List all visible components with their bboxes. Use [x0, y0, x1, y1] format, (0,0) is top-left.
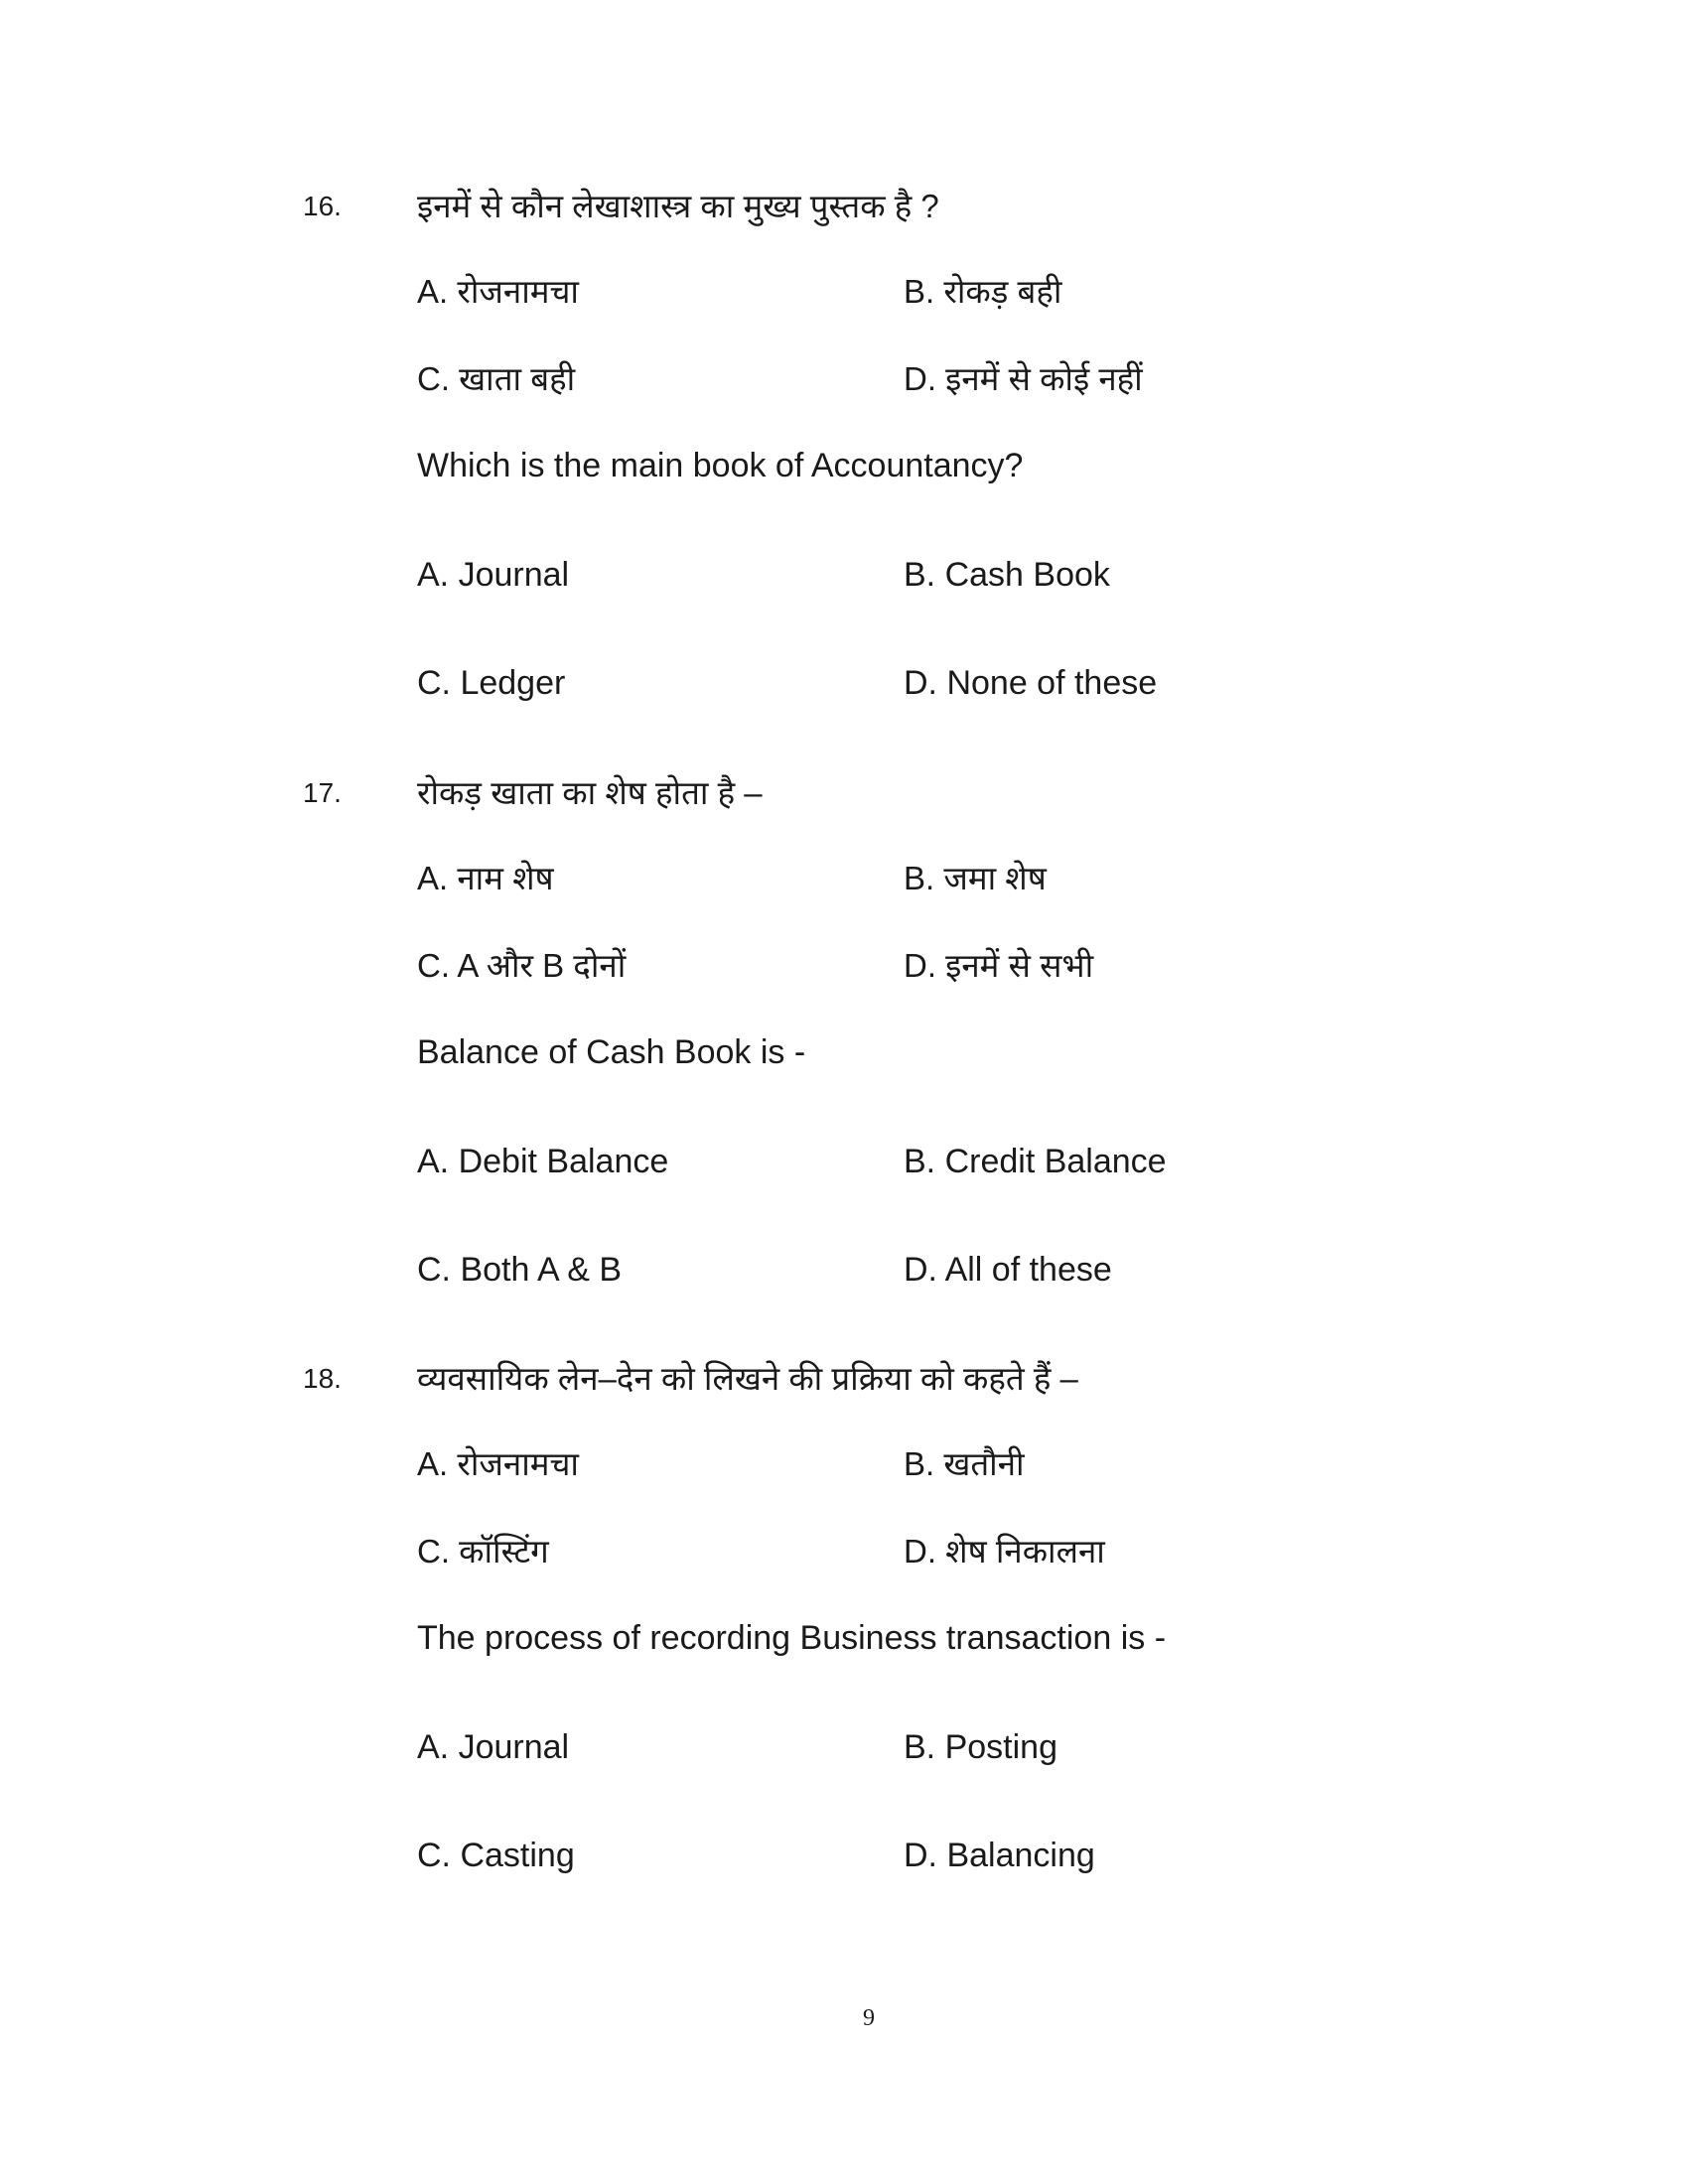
english-option: B. Credit Balance: [904, 1143, 1167, 1180]
hindi-option: D. इनमें से कोई नहीं: [904, 360, 1143, 397]
english-question: The process of recording Business transaction is -: [417, 1619, 1167, 1657]
hindi-option: B. खतौनी: [904, 1445, 1025, 1482]
hindi-option: C. कॉस्टिंग: [417, 1533, 549, 1570]
english-option: D. All of these: [904, 1251, 1112, 1289]
english-option: C. Both A & B: [417, 1251, 623, 1289]
question-number: 16.: [303, 191, 342, 221]
hindi-option: B. जमा शेष: [904, 860, 1047, 896]
question-number: 17.: [303, 777, 342, 808]
hindi-option: A. रोजनामचा: [417, 273, 579, 310]
english-question: Balance of Cash Book is -: [417, 1033, 806, 1071]
english-option: D. None of these: [904, 664, 1158, 702]
hindi-question: व्यवसायिक लेन–देन को लिखने की प्रक्रिया को कहते हैं –: [417, 1360, 1078, 1397]
english-option: C. Casting: [417, 1837, 575, 1874]
hindi-option: D. शेष निकालना: [904, 1533, 1105, 1570]
english-option: A. Debit Balance: [417, 1143, 669, 1180]
hindi-option: A. नाम शेष: [417, 860, 554, 896]
question-number: 18.: [303, 1363, 342, 1394]
hindi-option: B. रोकड़ बही: [904, 273, 1062, 310]
hindi-question: इनमें से कौन लेखाशास्त्र का मुख्य पुस्तक है ?: [417, 188, 939, 224]
english-option: B. Cash Book: [904, 556, 1110, 594]
page-number: 9: [863, 2005, 875, 2031]
hindi-question: रोकड़ खाता का शेष होता है –: [417, 774, 763, 811]
english-option: C. Ledger: [417, 664, 566, 702]
english-question: Which is the main book of Accountancy?: [417, 447, 1024, 484]
hindi-option: C. A और B दोनों: [417, 947, 627, 984]
hindi-option: C. खाता बही: [417, 360, 576, 397]
english-option: A. Journal: [417, 556, 570, 594]
english-option: D. Balancing: [904, 1837, 1095, 1874]
hindi-option: A. रोजनामचा: [417, 1445, 579, 1482]
hindi-option: D. इनमें से सभी: [904, 947, 1094, 984]
english-option: A. Journal: [417, 1728, 570, 1766]
english-option: B. Posting: [904, 1728, 1057, 1766]
